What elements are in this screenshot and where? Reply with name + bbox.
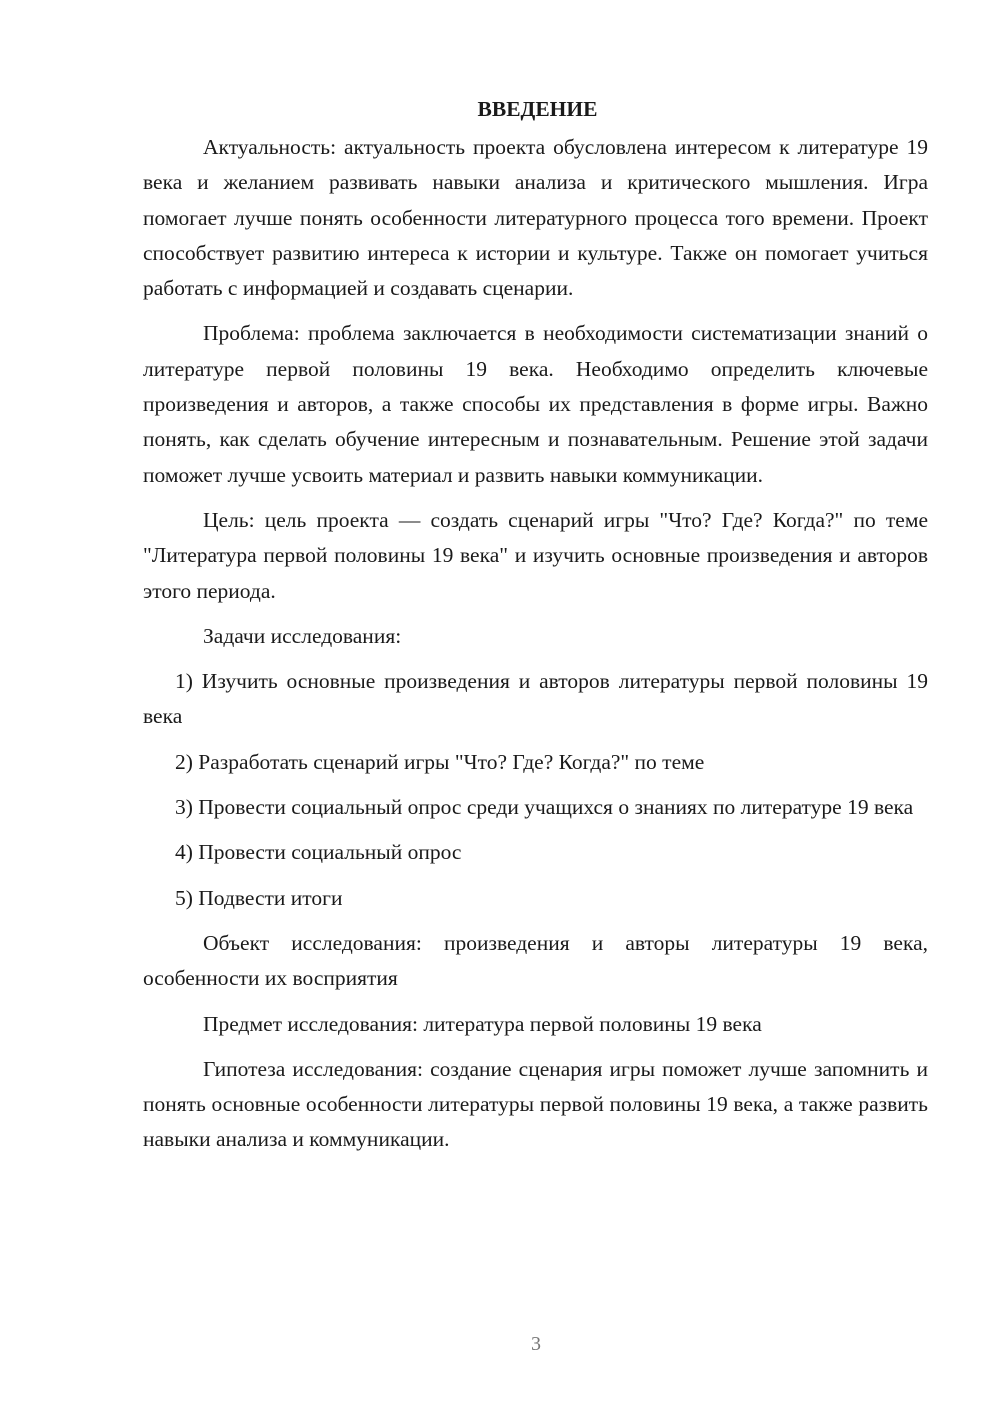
problem-paragraph: Проблема: проблема заключается в необходимости систематизации знаний о литературе первой половины 19 века. Необходимо определить ключевые произведения и авторов, а также способы их представления в форме игры. Важно понять, как сделать обучение интересным и познавательным. Решение этой задачи поможет лучше усвоить материал и развить навыки коммуникации.: [143, 321, 928, 487]
page-number: 3: [531, 1333, 541, 1355]
hypothesis-paragraph: Гипотеза исследования: создание сценария игры поможет лучше запомнить и понять основные особенности литературы первой половины 19 века, а также развить навыки анализа и коммуникации.: [143, 1056, 928, 1152]
task-item-1: 1) Изучить основные произведения и авторов литературы первой половины 19 века: [143, 669, 928, 729]
task-item-5: 5) Подвести итоги: [175, 885, 343, 910]
tasks-heading: Задачи исследования:: [203, 623, 402, 648]
object-paragraph: Объект исследования: произведения и авторы литературы 19 века, особенности их восприятия: [143, 930, 928, 991]
task-item-3: 3) Провести социальный опрос среди учащихся о знаниях по литературе 19 века: [175, 795, 914, 820]
relevance-paragraph: Актуальность: актуальность проекта обусловлена интересом к литературе 19 века и желанием развивать навыки анализа и критического мышления. Игра помогает лучше понять особенности литературного процесса того времени. Проект способствует развитию интереса к истории и культуре. Также он помогает учиться работать с информацией и создавать сценарии.: [143, 135, 928, 301]
task-item-2: 2) Разработать сценарий игры "Что? Где? Когда?" по теме: [175, 749, 705, 774]
task-item-4: 4) Провести социальный опрос: [175, 840, 462, 865]
document-page: [143, 92, 928, 1168]
subject-paragraph: Предмет исследования: литература первой половины 19 века: [203, 1011, 762, 1036]
section-heading: ВВЕДЕНИЕ: [477, 97, 598, 121]
goal-paragraph: Цель: цель проекта — создать сценарий игры "Что? Где? Когда?" по теме "Литература первой половины 19 века" и изучить основные произведения и авторов этого периода.: [143, 507, 928, 603]
